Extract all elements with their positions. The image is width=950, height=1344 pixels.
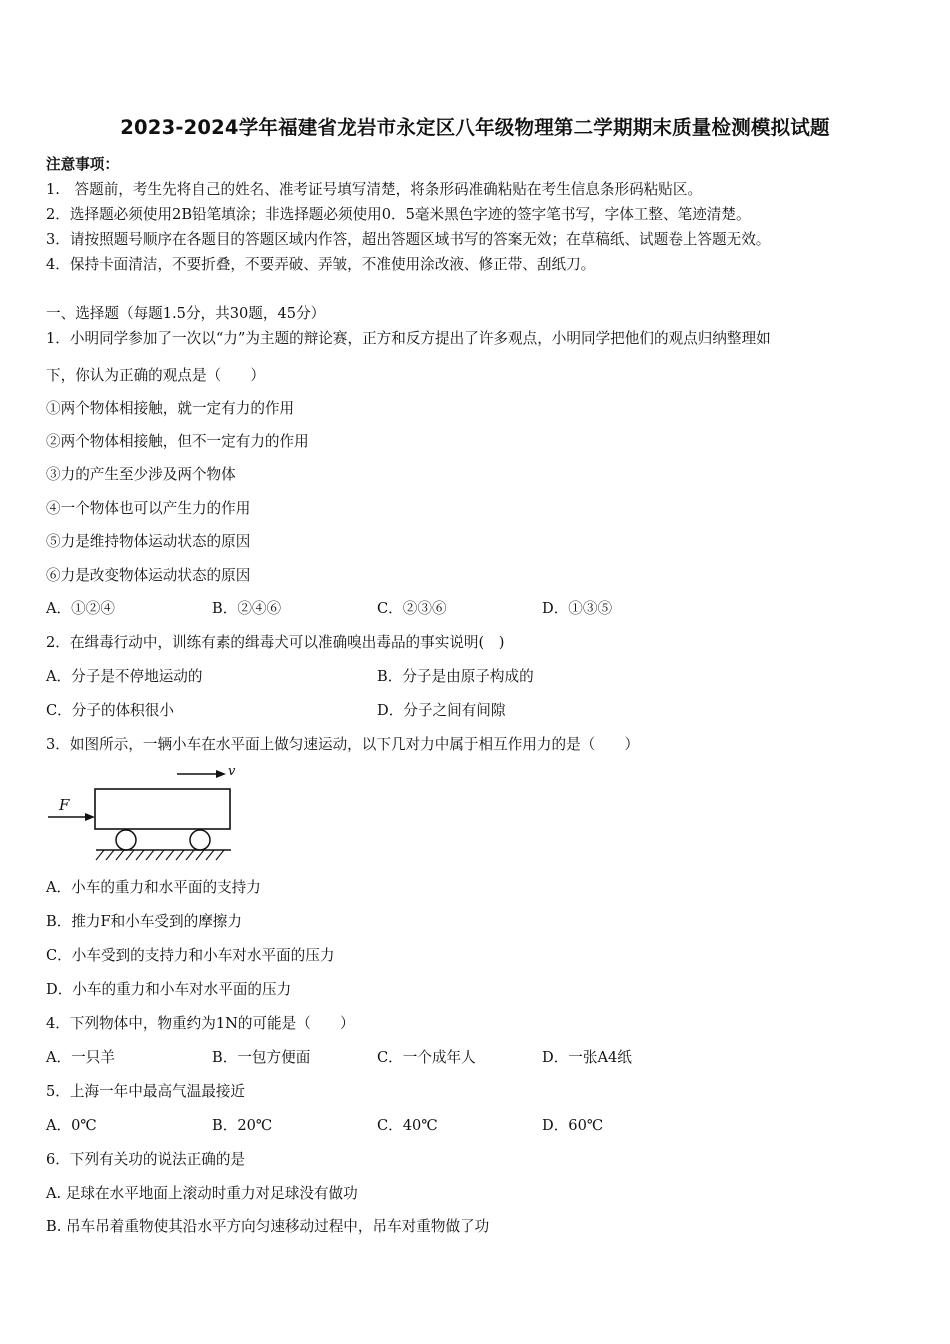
q2-option-c[interactable]: C．分子的体积很小 [46,702,174,719]
q1-statement: ⑤力是维持物体运动状态的原因 [46,533,251,550]
q4-stem: 4．下列物体中，物重约为1N的可能是（ ） [46,1015,355,1032]
notice-heading: 注意事项： [46,156,119,173]
q3-option-a[interactable]: A．小车的重力和水平面的支持力 [46,879,261,896]
q5-option-d[interactable]: D．60℃ [542,1117,604,1134]
q3-option-b[interactable]: B．推力F和小车受到的摩擦力 [46,913,242,930]
q1-option-b[interactable]: B．②④⑥ [212,600,282,617]
cart-wheel [116,830,136,850]
q5-option-b[interactable]: B．20℃ [212,1117,273,1134]
notice-item: 1. 答题前，考生先将自己的姓名、准考证号填写清楚，将条形码准确粘贴在考生信息条形码粘贴区。 [46,181,703,198]
q5-option-a[interactable]: A．0℃ [46,1117,97,1134]
q1-statement: ①两个物体相接触，就一定有力的作用 [46,400,295,417]
q3-stem: 3．如图所示，一辆小车在水平面上做匀速运动，以下几对力中属于相互作用力的是（ ） [46,736,640,753]
velocity-arrow [177,770,226,778]
q2-option-d[interactable]: D．分子之间有间隙 [377,702,506,719]
q5-stem: 5．上海一年中最高气温最接近 [46,1083,246,1100]
q1-option-c[interactable]: C．②③⑥ [377,600,447,617]
q4-option-d[interactable]: D．一张A4纸 [542,1049,632,1066]
section-heading: 一、选择题（每题1.5分，共30题，45分） [46,305,326,322]
cart-body [95,789,230,829]
q2-option-b[interactable]: B．分子是由原子构成的 [377,668,534,685]
q6-option-b[interactable]: B. 吊车吊着重物使其沿水平方向匀速移动过程中，吊车对重物做了功 [46,1218,490,1235]
exam-title: 2023-2024学年福建省龙岩市永定区八年级物理第二学期期末质量检测模拟试题 [120,116,830,139]
cart-diagram [44,760,244,866]
q3-option-d[interactable]: D．小车的重力和小车对水平面的压力 [46,981,292,998]
ground-hatching [96,850,224,860]
force-arrow [48,813,95,821]
q4-option-c[interactable]: C．一个成年人 [377,1049,476,1066]
q1-statement: ③力的产生至少涉及两个物体 [46,466,236,483]
q2-stem: 2．在缉毒行动中，训练有素的缉毒犬可以准确嗅出毒品的事实说明( ) [46,634,505,651]
q4-option-b[interactable]: B．一包方便面 [212,1049,311,1066]
q1-statement: ⑥力是改变物体运动状态的原因 [46,567,251,584]
q1-option-a[interactable]: A．①②④ [46,600,115,617]
q6-option-a[interactable]: A. 足球在水平地面上滚动时重力对足球没有做功 [46,1185,358,1202]
cart-wheel [190,830,210,850]
q5-option-c[interactable]: C．40℃ [377,1117,438,1134]
q1-stem: 1．小明同学参加了一次以“力”为主题的辩论赛，正方和反方提出了许多观点，小明同学把他们的观点归纳整理如 [46,330,771,347]
q2-option-a[interactable]: A．分子是不停地运动的 [46,668,203,685]
force-label: F [59,796,70,814]
notice-item: 3．请按照题号顺序在各题目的答题区域内作答，超出答题区域书写的答案无效；在草稿纸、试题卷上答题无效。 [46,231,771,248]
q1-statement: ②两个物体相接触，但不一定有力的作用 [46,433,309,450]
q1-option-d[interactable]: D．①③⑤ [542,600,613,617]
q4-option-a[interactable]: A．一只羊 [46,1049,115,1066]
notice-item: 4．保持卡面清洁，不要折叠，不要弄破、弄皱，不准使用涂改液、修正带、刮纸刀。 [46,256,596,273]
velocity-label: v [228,764,236,779]
q3-option-c[interactable]: C．小车受到的支持力和小车对水平面的压力 [46,947,335,964]
q1-stem-cont: 下，你认为正确的观点是（ ） [46,367,265,384]
q6-stem: 6．下列有关功的说法正确的是 [46,1151,246,1168]
notice-item: 2．选择题必须使用2B铅笔填涂；非选择题必须使用0．5毫米黑色字迹的签字笔书写，字体工整、笔迹清楚。 [46,206,751,223]
q1-statement: ④一个物体也可以产生力的作用 [46,500,251,517]
